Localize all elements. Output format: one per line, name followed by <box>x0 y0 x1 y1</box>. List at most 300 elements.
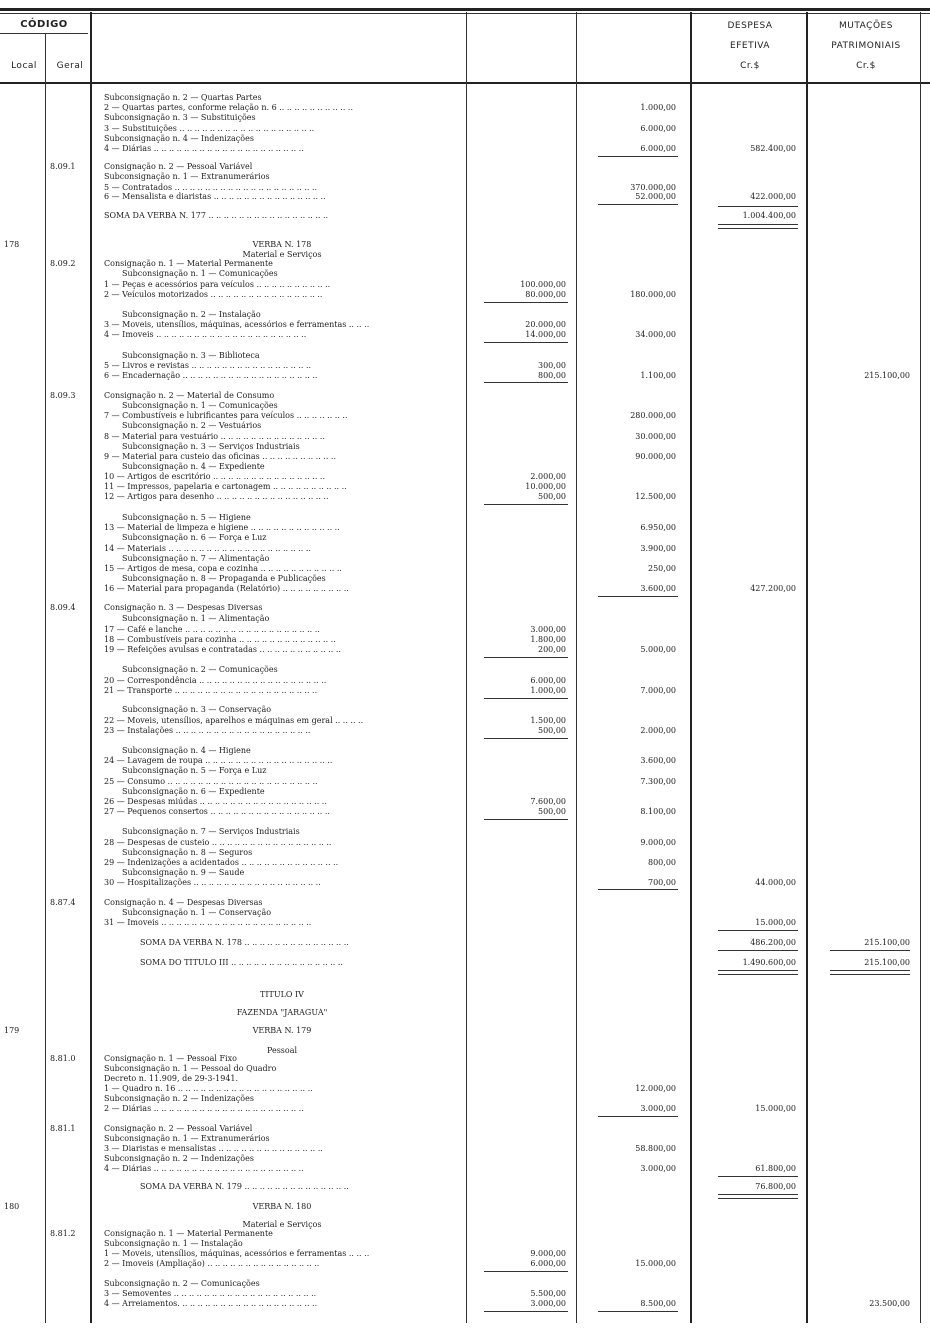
row-description: Subconsignação n. 6 — Expediente <box>122 787 265 796</box>
general-code: 8.87.4 <box>50 898 76 907</box>
amount-partial: 7.600,00 <box>530 797 566 806</box>
amount-despesa-efetiva: 486.200,00 <box>750 938 796 947</box>
ledger-row <box>0 1144 930 1154</box>
ledger-row <box>0 134 930 144</box>
amount-subtotal: 180.000,00 <box>630 290 676 299</box>
amount-despesa-efetiva: 1.490.600,00 <box>742 958 796 967</box>
row-description: Consignação n. 1 — Material Permanente <box>104 1229 273 1238</box>
ledger-row <box>0 432 930 442</box>
header-despesa-2: EFETIVA <box>730 41 770 51</box>
row-description: 26 — Despesas miúdas .. .. .. .. .. .. .. .. .. .. .. .. .. .. .. .. .. <box>104 797 327 806</box>
ledger-row <box>0 401 930 411</box>
row-description: VERBA N. 180 <box>252 1202 312 1211</box>
amount-mutacoes: 215.100,00 <box>864 958 910 967</box>
row-description: 14 — Materiais .. .. .. .. .. .. .. .. .. .. .. .. .. .. .. .. .. .. .. <box>104 544 311 553</box>
ledger-row <box>0 908 930 918</box>
row-description: 21 — Transporte .. .. .. .. .. .. .. .. .. .. .. .. .. .. .. .. .. .. .. <box>104 686 318 695</box>
ledger-row <box>0 1259 930 1269</box>
row-description: Subconsignação n. 2 — Indenizações <box>104 1154 254 1163</box>
ledger-row <box>0 290 930 300</box>
row-description: Subconsignação n. 8 — Seguros <box>122 848 253 857</box>
row-description: 3 — Moveis, utensílios, máquinas, acessórios e ferramentas .. .. .. <box>104 320 370 329</box>
general-code: 8.81.2 <box>50 1229 76 1238</box>
sum-rule <box>598 889 678 890</box>
amount-despesa-efetiva: 582.400,00 <box>750 144 796 153</box>
header-local: Local <box>11 61 37 71</box>
amount-subtotal: 7.300,00 <box>640 777 676 786</box>
header-codigo-rule <box>0 33 88 34</box>
sum-rule <box>484 1271 568 1272</box>
row-description: TÍTULO IV <box>260 990 304 999</box>
ledger-row <box>0 1154 930 1164</box>
ledger-row <box>0 827 930 837</box>
amount-subtotal: 90.000,00 <box>635 452 676 461</box>
row-description: 18 — Combustíveis para cozinha .. .. .. .. .. .. .. .. .. .. .. .. .. <box>104 635 336 644</box>
ledger-row <box>0 918 930 928</box>
ledger-row <box>0 1249 930 1259</box>
amount-mutacoes: 23.500,00 <box>869 1299 910 1308</box>
row-description: 9 — Material para custeio das oficinas .. .. .. .. .. .. .. .. .. .. <box>104 452 337 461</box>
general-code: 8.81.0 <box>50 1054 76 1063</box>
row-description: Subconsignação n. 1 — Conservação <box>122 908 272 917</box>
row-description: Consignação n. 1 — Material Permanente <box>104 259 273 268</box>
amount-despesa-efetiva: 61.800,00 <box>755 1164 796 1173</box>
amount-partial: 300,00 <box>538 361 566 370</box>
ledger-row <box>0 391 930 401</box>
amount-partial: 800,00 <box>538 371 566 380</box>
ledger-row <box>0 93 930 103</box>
ledger-row <box>0 574 930 584</box>
sum-rule <box>484 504 568 505</box>
sum-rule <box>718 206 798 207</box>
amount-subtotal: 280.000,00 <box>630 411 676 420</box>
amount-despesa-efetiva: 44.000,00 <box>755 878 796 887</box>
row-description: 17 — Café e lanche .. .. .. .. .. .. .. .. .. .. .. .. .. .. .. .. .. .. <box>104 625 320 634</box>
row-description: Subconsignação n. 1 — Alimentação <box>122 614 270 623</box>
amount-subtotal: 6.000,00 <box>640 124 676 133</box>
ledger-row <box>0 848 930 858</box>
ledger-row <box>0 746 930 756</box>
local-code: 179 <box>4 1026 20 1035</box>
ledger-row <box>0 1239 930 1249</box>
ledger-row <box>0 472 930 482</box>
ledger-row <box>0 192 930 202</box>
amount-partial: 6.000,00 <box>530 676 566 685</box>
row-description: Material e Serviços <box>242 1220 322 1229</box>
row-description: Subconsignação n. 2 — Instalação <box>122 310 261 319</box>
row-description: Subconsignação n. 1 — Instalação <box>104 1239 243 1248</box>
row-description: 4 — Diárias .. .. .. .. .. .. .. .. .. .. .. .. .. .. .. .. .. .. .. .. <box>104 1164 304 1173</box>
amount-subtotal: 2.000,00 <box>640 726 676 735</box>
amount-subtotal: 370.000,00 <box>630 183 676 192</box>
general-code: 8.09.1 <box>50 162 76 171</box>
ledger-row <box>0 625 930 635</box>
sum-rule <box>718 1194 798 1195</box>
ledger-row <box>0 351 930 361</box>
ledger-row <box>0 878 930 888</box>
ledger-row <box>0 1064 930 1074</box>
row-description: SOMA DA VERBA N. 178 .. .. .. .. .. .. .. .. .. .. .. .. .. .. <box>140 938 349 947</box>
sum-rule <box>484 302 568 303</box>
amount-subtotal: 3.000,00 <box>640 1104 676 1113</box>
header-mutacoes-3: Cr.$ <box>856 61 876 71</box>
ledger-row <box>0 1182 930 1192</box>
amount-mutacoes: 215.100,00 <box>864 938 910 947</box>
header-mutacoes-2: PATRIMONIAIS <box>831 41 901 51</box>
header-codigo: CÓDIGO <box>20 19 68 30</box>
row-description: Subconsignação n. 3 — Conservação <box>122 705 272 714</box>
row-description: 10 — Artigos de escritório .. .. .. .. .. .. .. .. .. .. .. .. .. .. .. <box>104 472 325 481</box>
row-description: Subconsignação n. 2 — Comunicações <box>122 665 278 674</box>
row-description: 1 — Moveis, utensílios, máquinas, acessórios e ferramentas .. .. .. <box>104 1249 370 1258</box>
row-description: Consignação n. 1 — Pessoal Fixo <box>104 1054 237 1063</box>
row-description: Subconsignação n. 1 — Extranumerários <box>104 172 270 181</box>
row-description: 4 — Imoveis .. .. .. .. .. .. .. .. .. .. .. .. .. .. .. .. .. .. .. .. <box>104 330 307 339</box>
amount-partial: 1.800,00 <box>530 635 566 644</box>
ledger-row <box>0 614 930 624</box>
amount-subtotal: 3.600,00 <box>640 584 676 593</box>
row-description: 6 — Mensalista e diaristas .. .. .. .. .. .. .. .. .. .. .. .. .. .. .. <box>104 192 326 201</box>
amount-despesa-efetiva: 422.000,00 <box>750 192 796 201</box>
sum-rule <box>484 738 568 739</box>
ledger-row <box>0 635 930 645</box>
row-description: 11 — Impressos, papelaria e cartonagem .. .. .. .. .. .. .. .. .. .. <box>104 482 347 491</box>
amount-mutacoes: 215.100,00 <box>864 371 910 380</box>
amount-subtotal: 250,00 <box>648 564 676 573</box>
amount-subtotal: 7.000,00 <box>640 686 676 695</box>
ledger-row <box>0 1134 930 1144</box>
ledger-row <box>0 411 930 421</box>
row-description: 29 — Indenizações a acidentados .. .. .. .. .. .. .. .. .. .. .. .. .. <box>104 858 339 867</box>
ledger-row <box>0 858 930 868</box>
sum-rule <box>718 950 798 951</box>
ledger-row <box>0 603 930 613</box>
ledger-row <box>0 320 930 330</box>
ledger-row <box>0 1008 930 1018</box>
ledger-row <box>0 686 930 696</box>
ledger-row <box>0 938 930 948</box>
amount-partial: 6.000,00 <box>530 1259 566 1268</box>
ledger-row <box>0 665 930 675</box>
amount-subtotal: 15.000,00 <box>635 1259 676 1268</box>
amount-subtotal: 6.000,00 <box>640 144 676 153</box>
row-description: 3 — Diaristas e mensalistas .. .. .. .. .. .. .. .. .. .. .. .. .. .. <box>104 1144 323 1153</box>
sum-rule <box>484 698 568 699</box>
ledger-row <box>0 523 930 533</box>
amount-partial: 9.000,00 <box>530 1249 566 1258</box>
sum-rule <box>598 596 678 597</box>
row-description: Consignação n. 4 — Despesas Diversas <box>104 898 263 907</box>
local-code: 180 <box>4 1202 20 1211</box>
general-code: 8.81.1 <box>50 1124 76 1133</box>
row-description: SOMA DO TÍTULO III .. .. .. .. .. .. .. .. .. .. .. .. .. .. .. <box>140 958 343 967</box>
row-description: Subconsignação n. 1 — Pessoal do Quadro <box>104 1064 277 1073</box>
row-description: 8 — Material para vestuário .. .. .. .. .. .. .. .. .. .. .. .. .. .. <box>104 432 325 441</box>
sum-rule <box>598 1311 678 1312</box>
ledger-row <box>0 442 930 452</box>
row-description: 3 — Substituições .. .. .. .. .. .. .. .. .. .. .. .. .. .. .. .. .. .. <box>104 124 315 133</box>
amount-despesa-efetiva: 427.200,00 <box>750 584 796 593</box>
amount-partial: 500,00 <box>538 726 566 735</box>
ledger-row <box>0 162 930 172</box>
amount-partial: 200,00 <box>538 645 566 654</box>
row-description: Subconsignação n. 2 — Indenizações <box>104 1094 254 1103</box>
row-description: 12 — Artigos para desenho .. .. .. .. .. .. .. .. .. .. .. .. .. .. .. <box>104 492 329 501</box>
row-description: 15 — Artigos de mesa, copa e cozinha .. .. .. .. .. .. .. .. .. .. .. <box>104 564 342 573</box>
amount-despesa-efetiva: 76.800,00 <box>755 1182 796 1191</box>
ledger-row <box>0 1229 930 1239</box>
amount-partial: 10.000,00 <box>525 482 566 491</box>
ledger-row <box>0 1094 930 1104</box>
ledger-row <box>0 1279 930 1289</box>
sum-rule <box>598 204 678 205</box>
ledger-row <box>0 1074 930 1084</box>
amount-subtotal: 5.000,00 <box>640 645 676 654</box>
ledger-row <box>0 787 930 797</box>
amount-partial: 3.000,00 <box>530 1299 566 1308</box>
amount-partial: 20.000,00 <box>525 320 566 329</box>
amount-subtotal: 3.900,00 <box>640 544 676 553</box>
ledger-row <box>0 544 930 554</box>
amount-partial: 14.000,00 <box>525 330 566 339</box>
row-description: Pessoal <box>266 1046 298 1055</box>
row-description: Consignação n. 3 — Despesas Diversas <box>104 603 263 612</box>
ledger-row <box>0 1124 930 1134</box>
general-code: 8.09.2 <box>50 259 76 268</box>
ledger-row <box>0 838 930 848</box>
ledger-row <box>0 868 930 878</box>
row-description: Subconsignação n. 1 — Comunicações <box>122 269 278 278</box>
ledger-row <box>0 462 930 472</box>
amount-subtotal: 700,00 <box>648 878 676 887</box>
ledger-row <box>0 310 930 320</box>
amount-subtotal: 1.100,00 <box>640 371 676 380</box>
ledger-row <box>0 645 930 655</box>
amount-partial: 2.000,00 <box>530 472 566 481</box>
row-description: 2 — Veículos motorizados .. .. .. .. .. .. .. .. .. .. .. .. .. .. .. <box>104 290 323 299</box>
row-description: Consignação n. 2 — Pessoal Variável <box>104 1124 253 1133</box>
ledger-row <box>0 172 930 182</box>
row-description: 27 — Pequenos consertos .. .. .. .. .. .. .. .. .. .. .. .. .. .. .. .. <box>104 807 330 816</box>
row-description: 2 — Imoveis (Ampliação) .. .. .. .. .. .. .. .. .. .. .. .. .. .. .. <box>104 1259 320 1268</box>
sum-rule <box>830 950 910 951</box>
sum-rule <box>718 224 798 225</box>
row-description: Subconsignação n. 4 — Expediente <box>122 462 265 471</box>
row-description: 1 — Quadro n. 16 .. .. .. .. .. .. .. .. .. .. .. .. .. .. .. .. .. .. <box>104 1084 313 1093</box>
row-description: Subconsignação n. 5 — Higiene <box>122 513 251 522</box>
sum-rule <box>718 930 798 931</box>
row-description: Subconsignação n. 7 — Alimentação <box>122 554 270 563</box>
row-description: 22 — Moveis, utensílios, aparelhos e máquinas em geral .. .. .. .. <box>104 716 364 725</box>
amount-subtotal: 30.000,00 <box>635 432 676 441</box>
row-description: FAZENDA "JARAGUÁ" <box>236 1008 328 1017</box>
ledger-row <box>0 330 930 340</box>
row-description: 6 — Encadernação .. .. .. .. .. .. .. .. .. .. .. .. .. .. .. .. .. .. <box>104 371 318 380</box>
sum-rule <box>718 228 798 229</box>
sum-rule <box>830 970 910 971</box>
row-description: Subconsignação n. 4 — Higiene <box>122 746 251 755</box>
row-description: 25 — Consumo .. .. .. .. .. .. .. .. .. .. .. .. .. .. .. .. .. .. .. .. <box>104 777 318 786</box>
ledger-row <box>0 676 930 686</box>
amount-partial: 100.000,00 <box>520 280 566 289</box>
ledger-row <box>0 211 930 221</box>
ledger-row <box>0 492 930 502</box>
amount-subtotal: 58.800,00 <box>635 1144 676 1153</box>
ledger-row <box>0 554 930 564</box>
amount-partial: 3.000,00 <box>530 625 566 634</box>
amount-despesa-efetiva: 15.000,00 <box>755 918 796 927</box>
ledger-row <box>0 371 930 381</box>
sum-rule <box>718 970 798 971</box>
sum-rule <box>598 156 678 157</box>
ledger-row <box>0 584 930 594</box>
row-description: Subconsignação n. 6 — Força e Luz <box>122 533 267 542</box>
row-description: Subconsignação n. 2 — Quartas Partes <box>104 93 262 102</box>
row-description: 13 — Material de limpeza e higiene .. .. .. .. .. .. .. .. .. .. .. .. <box>104 523 340 532</box>
amount-subtotal: 8.500,00 <box>640 1299 676 1308</box>
header-bottom-rule <box>0 82 930 84</box>
sum-rule <box>484 342 568 343</box>
ledger-row <box>0 513 930 523</box>
row-description: 3 — Semoventes .. .. .. .. .. .. .. .. .. .. .. .. .. .. .. .. .. .. .. <box>104 1289 317 1298</box>
ledger-row <box>0 113 930 123</box>
row-description: Consignação n. 2 — Pessoal Variável <box>104 162 253 171</box>
amount-subtotal: 8.100,00 <box>640 807 676 816</box>
general-code: 8.09.4 <box>50 603 76 612</box>
top-rule-thin <box>0 13 930 14</box>
row-description: 5 — Livros e revistas .. .. .. .. .. .. .. .. .. .. .. .. .. .. .. .. <box>104 361 312 370</box>
ledger-row <box>0 958 930 968</box>
ledger-row <box>0 1084 930 1094</box>
row-description: 2 — Quartas partes, conforme relação n. 6 .. .. .. .. .. .. .. .. .. .. <box>104 103 353 112</box>
row-description: 2 — Diárias .. .. .. .. .. .. .. .. .. .. .. .. .. .. .. .. .. .. .. .. <box>104 1104 304 1113</box>
row-description: 19 — Refeições avulsas e contratadas .. .. .. .. .. .. .. .. .. .. .. <box>104 645 341 654</box>
ledger-row <box>0 1026 930 1036</box>
ledger-row <box>0 1289 930 1299</box>
row-description: Decreto n. 11.909, de 29-3-1941. <box>104 1074 239 1083</box>
sum-rule <box>830 974 910 975</box>
row-description: Subconsignação n. 3 — Biblioteca <box>122 351 260 360</box>
sum-rule <box>484 382 568 383</box>
row-description: 23 — Instalações .. .. .. .. .. .. .. .. .. .. .. .. .. .. .. .. .. .. <box>104 726 311 735</box>
row-description: Subconsignação n. 4 — Indenizações <box>104 134 254 143</box>
row-description: 16 — Material para propaganda (Relatório) .. .. .. .. .. .. .. .. .. <box>104 584 349 593</box>
ledger-row <box>0 898 930 908</box>
row-description: 4 — Diárias .. .. .. .. .. .. .. .. .. .. .. .. .. .. .. .. .. .. .. .. <box>104 144 304 153</box>
top-rule <box>0 8 930 11</box>
ledger-row <box>0 1054 930 1064</box>
row-description: 28 — Despesas de custeio .. .. .. .. .. .. .. .. .. .. .. .. .. .. .. .. <box>104 838 332 847</box>
ledger-row <box>0 280 930 290</box>
row-description: 5 — Contratados .. .. .. .. .. .. .. .. .. .. .. .. .. .. .. .. .. .. .. <box>104 183 318 192</box>
ledger-row <box>0 726 930 736</box>
header-despesa-1: DESPESA <box>727 21 773 31</box>
amount-despesa-efetiva: 15.000,00 <box>755 1104 796 1113</box>
amount-subtotal: 52.000,00 <box>635 192 676 201</box>
row-description: 20 — Correspondência .. .. .. .. .. .. .. .. .. .. .. .. .. .. .. .. .. <box>104 676 327 685</box>
ledger-row <box>0 705 930 715</box>
row-description: VERBA N. 179 <box>252 1026 312 1035</box>
sum-rule <box>484 819 568 820</box>
amount-subtotal: 9.000,00 <box>640 838 676 847</box>
ledger-row <box>0 361 930 371</box>
local-code: 178 <box>4 240 20 249</box>
ledger-row <box>0 103 930 113</box>
row-description: Material e Serviços <box>242 250 322 259</box>
amount-subtotal: 6.950,00 <box>640 523 676 532</box>
row-description: VERBA N. 178 <box>252 240 312 249</box>
amount-partial: 1.500,00 <box>530 716 566 725</box>
ledger-row <box>0 797 930 807</box>
amount-subtotal: 3.600,00 <box>640 756 676 765</box>
row-description: Subconsignação n. 3 — Substituições <box>104 113 256 122</box>
amount-partial: 80.000,00 <box>525 290 566 299</box>
row-description: 1 — Peças e acessórios para veículos .. .. .. .. .. .. .. .. .. .. <box>104 280 331 289</box>
amount-partial: 500,00 <box>538 807 566 816</box>
amount-partial: 1.000,00 <box>530 686 566 695</box>
amount-subtotal: 12.500,00 <box>635 492 676 501</box>
ledger-row <box>0 533 930 543</box>
header-despesa-3: Cr.$ <box>740 61 760 71</box>
ledger-row <box>0 482 930 492</box>
ledger-row <box>0 259 930 269</box>
amount-subtotal: 3.000,00 <box>640 1164 676 1173</box>
row-description: Subconsignação n. 7 — Serviços Industriais <box>122 827 300 836</box>
ledger-row <box>0 144 930 154</box>
ledger-row <box>0 1104 930 1114</box>
ledger-row <box>0 124 930 134</box>
ledger-row <box>0 1164 930 1174</box>
header-mutacoes-1: MUTAÇÕES <box>839 21 893 31</box>
sum-rule <box>718 974 798 975</box>
amount-partial: 500,00 <box>538 492 566 501</box>
amount-partial: 5.500,00 <box>530 1289 566 1298</box>
row-description: Subconsignação n. 8 — Propaganda e Publicações <box>122 574 326 583</box>
ledger-row <box>0 716 930 726</box>
sum-rule <box>718 1198 798 1199</box>
amount-despesa-efetiva: 1.004.400,00 <box>742 211 796 220</box>
sum-rule <box>598 1116 678 1117</box>
sum-rule <box>484 657 568 658</box>
general-code: 8.09.3 <box>50 391 76 400</box>
amount-subtotal: 800,00 <box>648 858 676 867</box>
row-description: Subconsignação n. 1 — Comunicações <box>122 401 278 410</box>
ledger-row <box>0 452 930 462</box>
row-description: SOMA DA VERBA N. 179 .. .. .. .. .. .. .. .. .. .. .. .. .. .. <box>140 1182 349 1191</box>
sum-rule <box>484 1311 568 1312</box>
ledger-row <box>0 240 930 250</box>
header-geral: Geral <box>56 61 84 71</box>
ledger-row <box>0 990 930 1000</box>
amount-subtotal: 34.000,00 <box>635 330 676 339</box>
row-description: Subconsignação n. 3 — Serviços Industriais <box>122 442 300 451</box>
ledger-row <box>0 756 930 766</box>
ledger-row <box>0 777 930 787</box>
row-description: 4 — Arreiamentos. .. .. .. .. .. .. .. .. .. .. .. .. .. .. .. .. .. .. <box>104 1299 318 1308</box>
row-description: 31 — Imoveis .. .. .. .. .. .. .. .. .. .. .. .. .. .. .. .. .. .. .. .. <box>104 918 312 927</box>
ledger-row <box>0 564 930 574</box>
ledger-row <box>0 766 930 776</box>
ledger-row <box>0 807 930 817</box>
row-description: Subconsignação n. 2 — Vestuários <box>122 421 262 430</box>
row-description: 24 — Lavagem de roupa .. .. .. .. .. .. .. .. .. .. .. .. .. .. .. .. .. <box>104 756 333 765</box>
row-description: Subconsignação n. 1 — Extranumerários <box>104 1134 270 1143</box>
amount-subtotal: 12.000,00 <box>635 1084 676 1093</box>
sum-rule <box>718 1176 798 1177</box>
row-description: Subconsignação n. 9 — Saude <box>122 868 245 877</box>
ledger-row <box>0 269 930 279</box>
amount-subtotal: 1.000,00 <box>640 103 676 112</box>
